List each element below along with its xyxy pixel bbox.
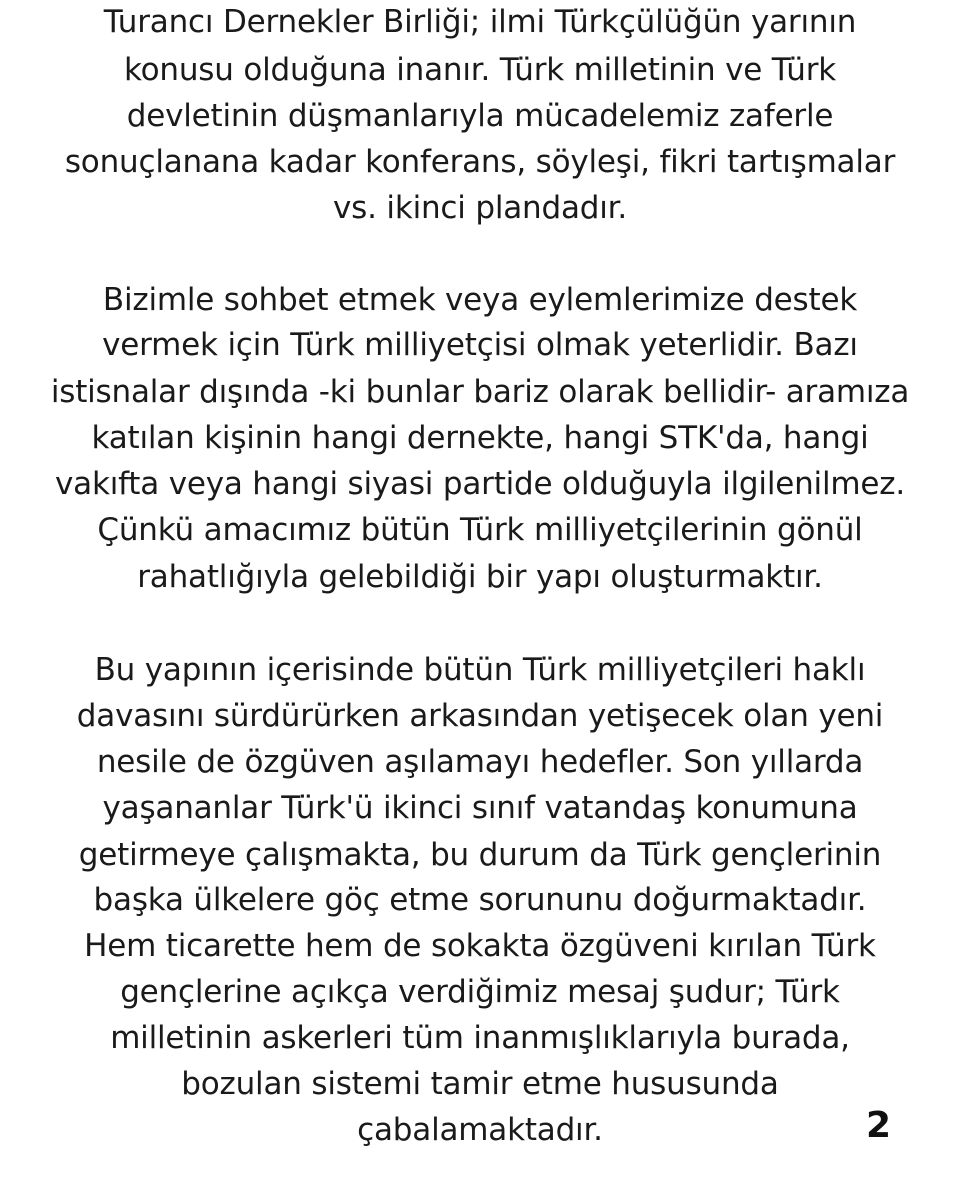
text-line: çabalamaktadır. [357,1112,603,1148]
text-line: davasını sürdürürken arkasından yetişecek olan yeni [76,698,884,734]
text-line: devletinin düşmanlarıyla mücadelemiz zaferle [126,98,834,134]
page-number: 2 [866,1105,892,1146]
text-line: Hem ticarette hem de sokakta özgüveni kırılan Türk [84,928,876,964]
text-line: rahatlığıyla gelebildiği bir yapı oluşturmaktır. [137,559,823,595]
text-line: sonuçlanana kadar konferans, söyleşi, fikri tartışmalar [64,144,896,180]
text-line: nesile de özgüven aşılamayı hedefler. Son yıllarda [96,744,864,780]
text-line: bozulan sistemi tamir etme hususunda [181,1066,779,1102]
text-line: vs. ikinci plandadır. [333,190,627,226]
text-line: Çünkü amacımız bütün Türk milliyetçilerinin gönül [97,512,863,548]
text-line: katılan kişinin hangi dernekte, hangi STK'da, hangi [91,420,869,456]
text-line: yaşananlar Türk'ü ikinci sınıf vatandaş konumuna [102,790,858,826]
text-line: başka ülkelere göç etme sorununu doğurmaktadır. [93,882,867,918]
text-line: istisnalar dışında -ki bunlar bariz olarak bellidir- aramıza [50,374,910,410]
text-line: Turancı Dernekler Birliği; ilmi Türkçülüğün yarının [103,4,857,40]
text-line: vermek için Türk milliyetçisi olmak yeterlidir. Bazı [102,327,858,363]
text-line: getirmeye çalışmakta, bu durum da Türk gençlerinin [78,837,882,873]
text-line: milletinin askerleri tüm inanmışlıklarıyla burada, [110,1020,850,1056]
text-line: gençlerine açıkça verdiğimiz mesaj şudur; Türk [120,974,840,1010]
text-line: Bu yapının içerisinde bütün Türk milliyetçileri haklı [94,652,866,688]
text-line: Bizimle sohbet etmek veya eylemlerimize destek [102,282,858,318]
text-line: konusu olduğuna inanır. Türk milletinin ve Türk [123,52,837,88]
text-line: vakıfta veya hangi siyasi partide olduğuyla ilgilenilmez. [55,466,905,502]
